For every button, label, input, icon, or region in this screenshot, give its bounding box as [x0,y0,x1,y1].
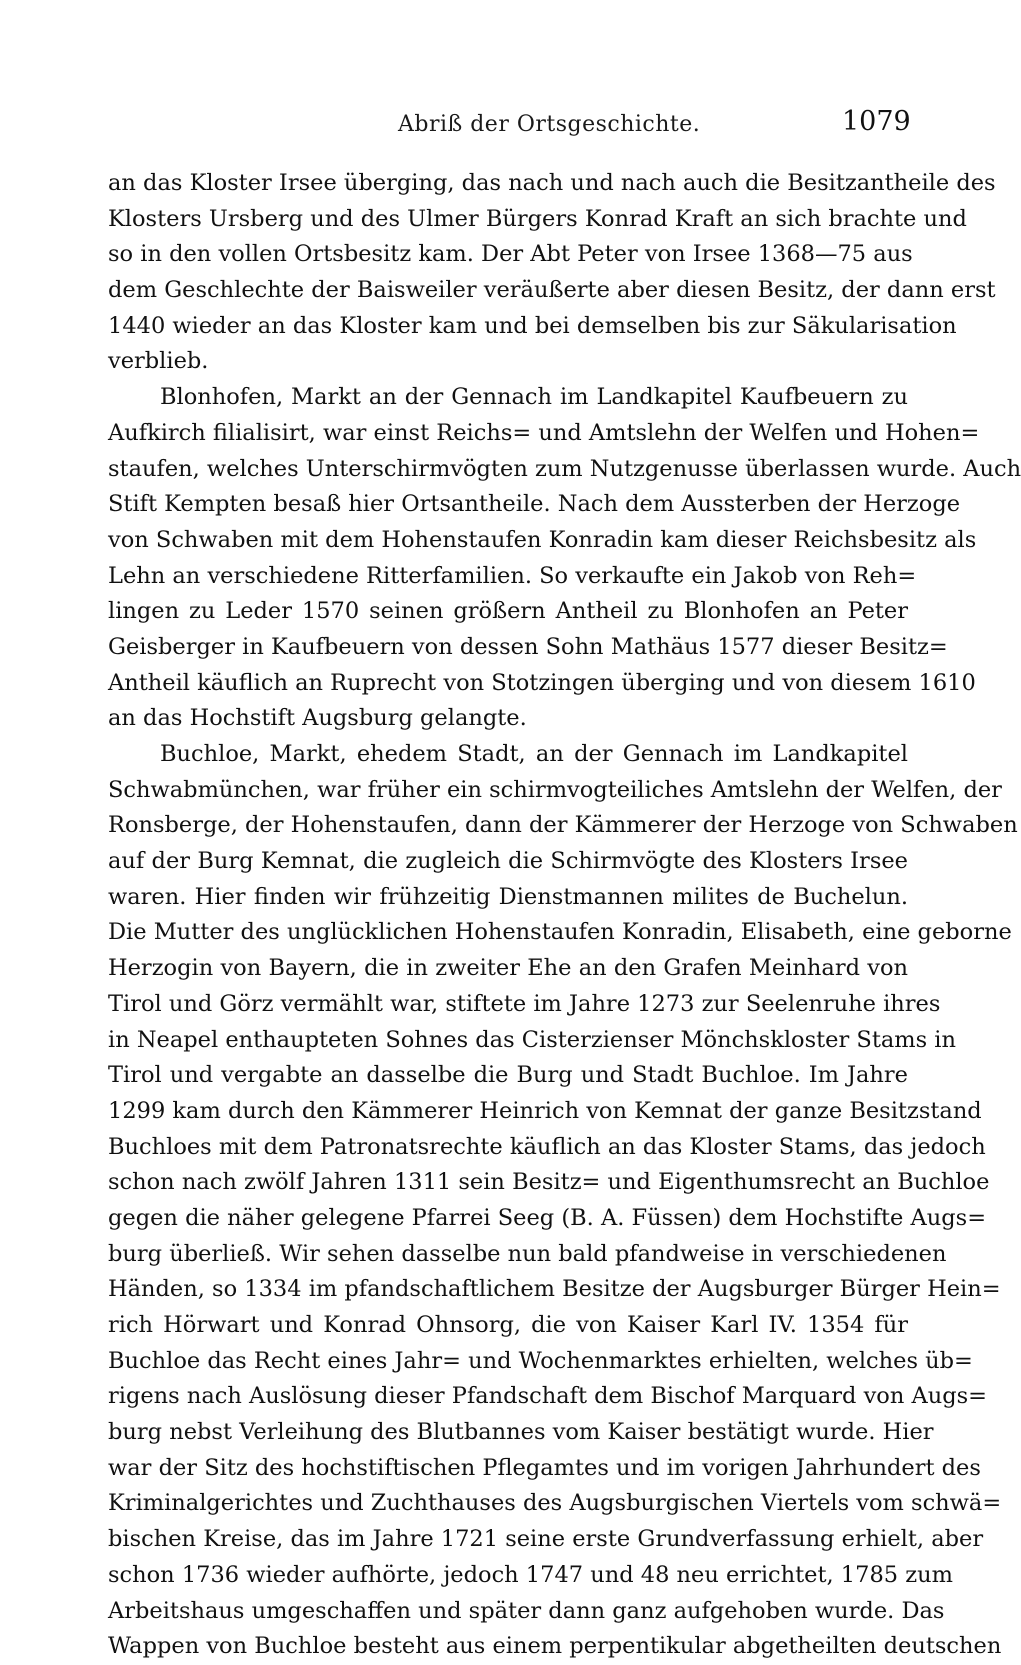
text-line: Buchloe, Markt, ehedem Stadt, an der Gennach im Landkapitel [160,741,908,767]
paragraph-buchloe [108,737,1018,1665]
text-line: Blonhofen, Markt an der Gennach im Landkapitel Kaufbeuern zu [160,384,908,411]
text-line: rigens nach Auslösung dieser Pfandschaft dem Bischof Marquard von Augs= [108,1383,988,1410]
text-line: Arbeitshaus umgeschaffen und später dann ganz aufgehoben wurde. Das [108,1597,945,1624]
text-line: Klosters Ursberg und des Ulmer Bürgers Konrad Kraft an sich brachte und [108,205,967,232]
text-line: burg überließ. Wir sehen dasselbe nun bald pfandweise in verschiedenen [108,1240,947,1267]
text-line: staufen, welches Unterschirmvögten zum Nutzgenusse überlassen wurde. Auch [108,455,1021,482]
text-line: schon 1736 wieder aufhörte, jedoch 1747 und 48 neu errichtet, 1785 zum [108,1561,953,1588]
text-line: Wappen von Buchloe besteht aus einem perpentikular abgetheilten deutschen [108,1633,1002,1660]
text-line: burg nebst Verleihung des Blutbannes vom Kaiser bestätigt wurde. Hier [108,1419,934,1446]
text-line: an das Kloster Irsee überging, das nach und nach auch die Besitzantheile des [108,170,996,196]
text-line: Antheil käuflich an Ruprecht von Stotzingen überging und von diesem 1610 [108,669,976,696]
text-line: Händen, so 1334 im pfandschaftlichem Besitze der Augsburger Bürger Hein= [108,1276,1001,1303]
text-line: in Neapel enthaupteten Sohnes das Cisterzienser Mönchskloster Stams in [108,1026,956,1053]
text-line: Schwabmünchen, war früher ein schirmvogteiliches Amtslehn der Welfen, der [108,776,1002,803]
text-line: war der Sitz des hochstiftischen Pflegamtes und im vorigen Jahrhundert des [108,1454,981,1481]
text-line: 1440 wieder an das Kloster kam und bei demselben bis zur Säkularisation [108,312,957,339]
text-line: Aufkirch filialisirt, war einst Reichs= und Amtslehn der Welfen und Hohen= [108,419,980,446]
text-line: Buchloe das Recht eines Jahr= und Wochenmarktes erhielten, welches üb= [108,1347,973,1374]
text-line: rich Hörwart und Konrad Ohnsorg, die von Kaiser Karl IV. 1354 für [108,1312,908,1338]
text-line: Buchloes mit dem Patronatsrechte käuflich an das Kloster Stams, das jedoch [108,1133,986,1160]
text-line: so in den vollen Ortsbesitz kam. Der Abt Peter von Irsee 1368—75 aus [108,241,913,268]
text-line: Tirol und Görz vermählt war, stiftete im Jahre 1273 zur Seelenruhe ihres [108,990,941,1017]
text-line: waren. Hier finden wir frühzeitig Dienstmannen milites de Buchelun. [108,883,908,910]
text-line: verblieb. [108,348,209,375]
page-number: 1079 [842,106,911,137]
text-line: Kriminalgerichtes und Zuchthauses des Augsburgischen Viertels vom schwä= [108,1490,1002,1517]
paragraph-kloster-irsee [108,166,996,380]
text-line: Geisberger in Kaufbeuern von dessen Sohn Mathäus 1577 dieser Besitz= [108,633,948,660]
body-text [108,166,1021,1665]
text-line: Herzogin von Bayern, die in zweiter Ehe an den Grafen Meinhard von [108,955,908,982]
text-line: lingen zu Leder 1570 seinen größern Antheil zu Blonhofen an Peter [108,598,908,625]
text-line: Stift Kempten besaß hier Ortsantheile. Nach dem Aussterben der Herzoge [108,491,961,518]
paragraph-blonhofen [108,380,1021,737]
text-line: von Schwaben mit dem Hohenstaufen Konradin kam dieser Reichsbesitz als [108,526,977,553]
text-line: Tirol und vergabte an dasselbe die Burg und Stadt Buchloe. Im Jahre [108,1062,908,1089]
text-line: an das Hochstift Augsburg gelangte. [108,705,527,732]
text-line: auf der Burg Kemnat, die zugleich die Schirmvögte des Klosters Irsee [108,848,908,875]
running-head: Abriß der Ortsgeschichte. [398,112,701,137]
text-line: Die Mutter des unglücklichen Hohenstaufen Konradin, Elisabeth, eine geborne [108,919,1012,946]
text-line: bischen Kreise, das im Jahre 1721 seine erste Grundverfassung erhielt, aber [108,1526,984,1553]
text-line: schon nach zwölf Jahren 1311 sein Besitz= und Eigenthumsrecht an Buchloe [108,1169,990,1196]
text-line: dem Geschlechte der Baisweiler veräußerte aber diesen Besitz, der dann erst [108,277,996,304]
text-line: Lehn an verschiedene Ritterfamilien. So verkaufte ein Jakob von Reh= [108,562,917,589]
text-line: gegen die näher gelegene Pfarrei Seeg (B. A. Füssen) dem Hochstifte Augs= [108,1204,987,1231]
text-line: 1299 kam durch den Kämmerer Heinrich von Kemnat der ganze Besitzstand [108,1097,982,1124]
text-line: Ronsberge, der Hohenstaufen, dann der Kämmerer der Herzoge von Schwaben [108,812,1018,839]
